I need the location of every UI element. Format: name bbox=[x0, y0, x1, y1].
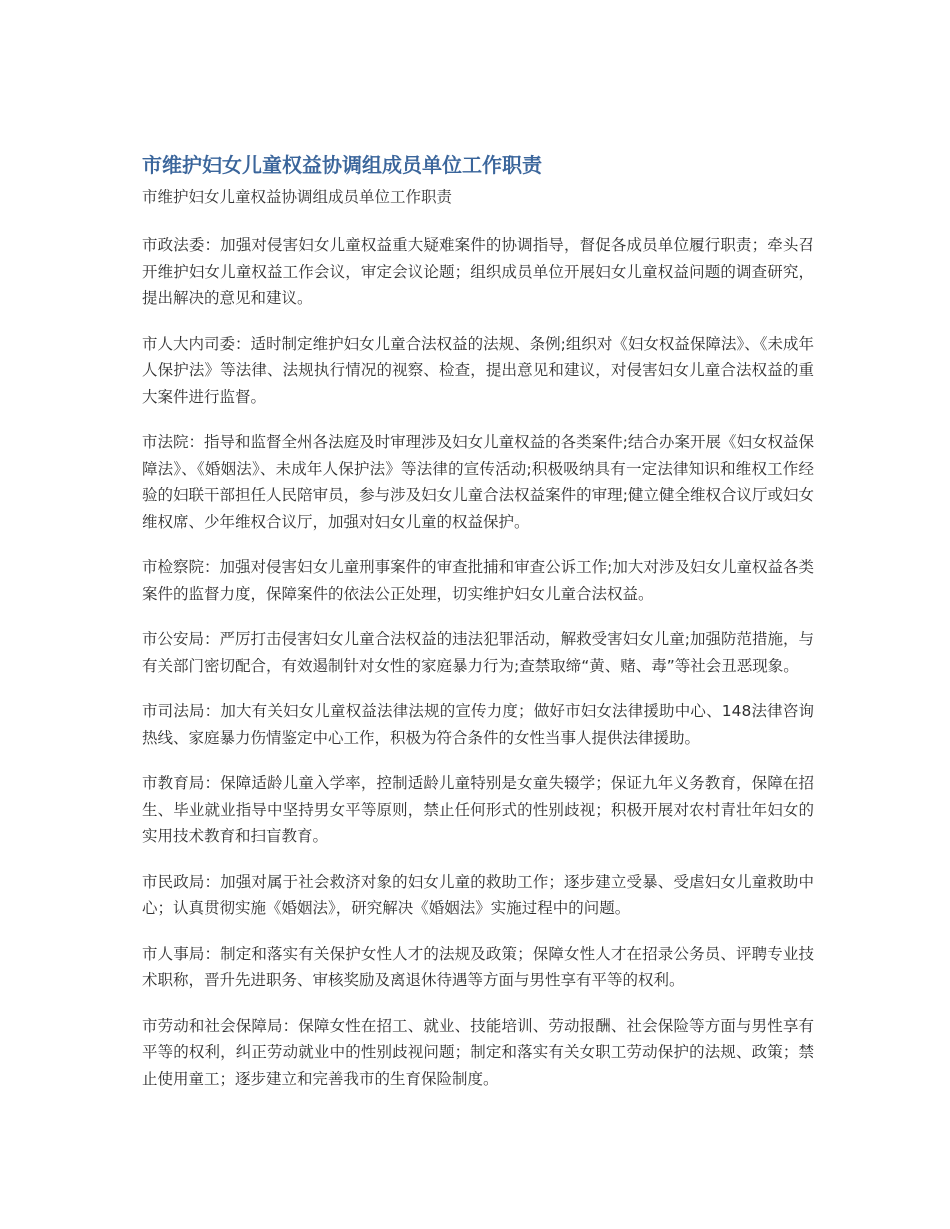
document-page bbox=[142, 150, 814, 1092]
paragraph-npc-internal-affairs: 市人大内司委：适时制定维护妇女儿童合法权益的法规、条例;组织对《妇女权益保障法》、《未成年人保护法》等法律、法规执行情况的视察、检查，提出意见和建议，对侵害妇女儿童合法权益的重大案件进行监督。 bbox=[142, 334, 814, 406]
paragraph-labor-social-security: 市劳动和社会保障局：保障女性在招工、就业、技能培训、劳动报酬、社会保险等方面与男性享有平等的权利，纠正劳动就业中的性别歧视问题；制定和落实有关女职工劳动保护的法规、政策；禁止使用童工；逐步建立和完善我市的生育保险制度。 bbox=[142, 1016, 814, 1088]
paragraph-political-legal-committee: 市政法委：加强对侵害妇女儿童权益重大疑难案件的协调指导，督促各成员单位履行职责；牵头召开维护妇女儿童权益工作会议，审定会议论题；组织成员单位开展妇女儿童权益问题的调查研究，提出解决的意见和建议。 bbox=[142, 236, 814, 307]
document-subtitle: 市维护妇女儿童权益协调组成员单位工作职责 bbox=[142, 188, 453, 206]
paragraph-public-security: 市公安局：严厉打击侵害妇女儿童合法权益的违法犯罪活动，解救受害妇女儿童;加强防范措施，与有关部门密切配合，有效遏制针对女性的家庭暴力行为;查禁取缔“黄、赌、毒”等社会丑恶现象。 bbox=[142, 630, 814, 675]
paragraph-procuratorate: 市检察院：加强对侵害妇女儿童刑事案件的审查批捕和审查公诉工作;加大对涉及妇女儿童权益各类案件的监督力度，保障案件的依法公正处理，切实维护妇女儿童合法权益。 bbox=[142, 558, 814, 603]
paragraph-education-bureau: 市教育局：保障适龄儿童入学率，控制适龄儿童特别是女童失辍学；保证九年义务教育，保障在招生、毕业就业指导中坚持男女平等原则，禁止任何形式的性别歧视；积极开展对农村青壮年妇女的实用技术教育和扫盲教育。 bbox=[142, 774, 814, 845]
document-title: 市维护妇女儿童权益协调组成员单位工作职责 bbox=[142, 153, 542, 177]
paragraph-civil-affairs: 市民政局：加强对属于社会救济对象的妇女儿童的救助工作；逐步建立受暴、受虐妇女儿童救助中心；认真贯彻实施《婚姻法》，研究解决《婚姻法》实施过程中的问题。 bbox=[142, 872, 814, 917]
paragraph-personnel-bureau: 市人事局：制定和落实有关保护女性人才的法规及政策；保障女性人才在招录公务员、评聘专业技术职称，晋升先进职务、审核奖励及离退休待遇等方面与男性享有平等的权利。 bbox=[142, 944, 814, 989]
paragraph-justice-bureau: 市司法局：加大有关妇女儿童权益法律法规的宣传力度；做好市妇女法律援助中心、148法律咨询热线、家庭暴力伤情鉴定中心工作，积极为符合条件的女性当事人提供法律援助。 bbox=[142, 702, 814, 747]
paragraph-court: 市法院：指导和监督全州各法庭及时审理涉及妇女儿童权益的各类案件;结合办案开展《妇女权益保障法》、《婚姻法》、未成年人保护法》等法律的宣传活动;积极吸纳具有一定法律知识和维权工作经验的妇联干部担任人民陪审员，参与涉及妇女儿童合法权益案件的审理;健立健全维权合议厅或妇女维权席、少年维权合议厅，加强对妇女儿童的权益保护。 bbox=[142, 433, 814, 531]
